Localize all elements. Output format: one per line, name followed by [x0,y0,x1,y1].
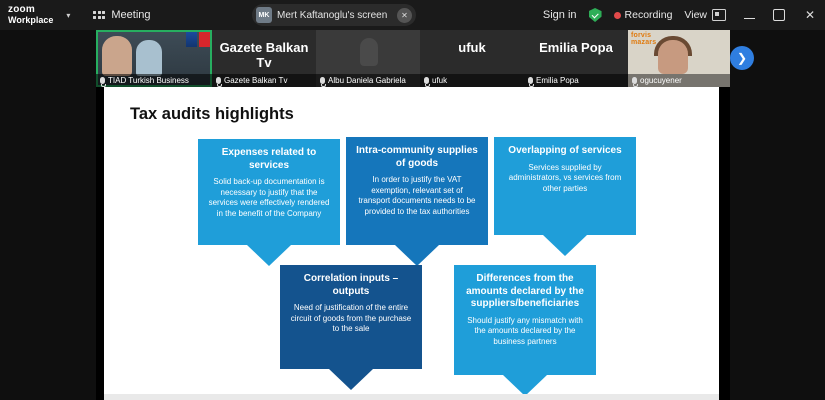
chevron-down-icon[interactable]: ▾ [66,10,71,20]
slide-chevron-3-title: Overlapping of services [508,145,622,156]
avatar: MK [256,7,272,23]
grid-apps-icon[interactable] [93,11,105,19]
chevron-tail-icon [247,245,291,266]
top-bar-right-group [543,0,817,30]
recording-label: Recording [624,9,673,21]
slide-chevron-3-body: Services supplied by administrators, vs services from other parties [508,162,622,193]
slide-chevron-2-body: In order to justify the VAT exemption, relevant set of transport documents needs to be provided to the tax authorities [358,175,476,216]
chevron-tail-icon [329,369,373,390]
slide-chevron-1-body: Solid back-up documentation is necessary to justify that the services were effectively rendered in the benefit of the Company [208,177,330,218]
presentation-slide [104,87,719,400]
participant-name: ogucuyener [640,76,682,85]
layout-view-icon [712,9,726,21]
participant-name-badge [316,74,420,87]
mic-icon [528,77,533,84]
recording-dot-icon [614,12,621,19]
zoom-logo-line2: Workplace [8,14,54,25]
participant-tile[interactable] [96,30,212,87]
screen-share-indicator[interactable] [252,4,416,26]
page-title: Tax audits highlights [130,105,294,123]
participant-tile[interactable] [420,30,524,87]
mic-icon [424,77,429,84]
share-status-text: Mert Kaftanoglu's screen [277,9,388,21]
chevron-tail-icon [503,375,547,396]
brand-name: forvis [631,32,652,39]
zoom-top-bar [0,0,825,30]
participant-tile[interactable] [316,30,420,87]
shared-screen-stage [96,87,730,400]
minimize-icon[interactable] [744,11,755,19]
right-background-pane [730,30,825,400]
slide-chevron-4-title: Correlation inputs – outputs [303,273,399,297]
chevron-tail-icon [395,245,439,266]
slide-chevron-2-title: Intra-community supplies of goods [356,145,478,169]
slide-chevron-1 [198,139,340,245]
participant-tile[interactable] [212,30,316,87]
slide-chevron-3 [494,137,636,235]
chevron-tail-icon [543,235,587,256]
slide-chevron-2 [346,137,488,245]
participant-display-name: ufuk [458,40,486,55]
participant-video-figure [360,38,378,66]
sign-in-button[interactable]: Sign in [542,9,577,21]
participant-name-badge [524,74,628,87]
zoom-logo-line1: zoom [8,4,35,16]
participant-tile[interactable] [628,30,730,87]
mic-icon [216,77,221,84]
participant-name: Albu Daniela Gabriela [328,76,406,85]
left-background-pane [0,30,96,400]
participant-filmstrip[interactable] [96,30,730,87]
flags-decoration [186,32,210,47]
participant-name-badge [628,74,730,87]
participant-name-badge [420,74,524,87]
slide-chevron-4-body: Need of justification of the entire circuit of goods from the purchase to the sale [290,303,412,334]
slide-chevron-5 [454,265,596,375]
close-icon[interactable]: ✕ [804,8,816,22]
participant-video-figure [102,36,132,76]
recording-status[interactable] [614,9,673,21]
participant-video-figure [658,40,688,74]
participant-name: Gazete Balkan Tv [224,76,288,85]
view-button[interactable] [684,9,726,21]
slide-chevron-5-title: Differences from the amounts declared by the suppliers/beneficiaries [466,273,584,309]
slide-chevron-4 [280,265,422,369]
participant-name: TIAD Turkish Business [108,76,189,85]
flag-icon-blue [186,32,197,47]
participant-name: ufuk [432,76,448,85]
zoom-logo [8,5,53,25]
mic-icon [100,77,105,84]
stop-share-icon[interactable]: ✕ [397,8,412,23]
filmstrip-next-button[interactable]: ❯ [730,46,754,70]
participant-name-badge [212,74,316,87]
slide-chevron-1-title: Expenses related to services [221,147,317,171]
slide-bottom-strip [104,394,719,400]
participant-display-name: Emilia Popa [539,40,613,55]
participant-name: Emilia Popa [536,76,579,85]
participant-tile[interactable] [524,30,628,87]
participant-video-figure-2 [136,40,162,76]
mic-icon [320,77,325,84]
participant-name-badge [96,74,212,87]
brand-watermark [631,32,656,46]
flag-icon-red [199,32,210,47]
meeting-label: Meeting [111,9,151,21]
slide-chevron-5-body: Should justify any mismatch with the amounts declared by the business partners [467,315,583,346]
view-label: View [684,9,707,21]
maximize-icon[interactable] [773,9,785,21]
brand-accent: mazars [631,39,657,46]
participant-display-name: Gazete Balkan Tv [219,40,309,70]
shield-check-icon[interactable] [589,8,602,22]
window-controls [744,9,817,21]
meeting-tab[interactable] [93,9,150,21]
mic-icon [632,77,637,84]
